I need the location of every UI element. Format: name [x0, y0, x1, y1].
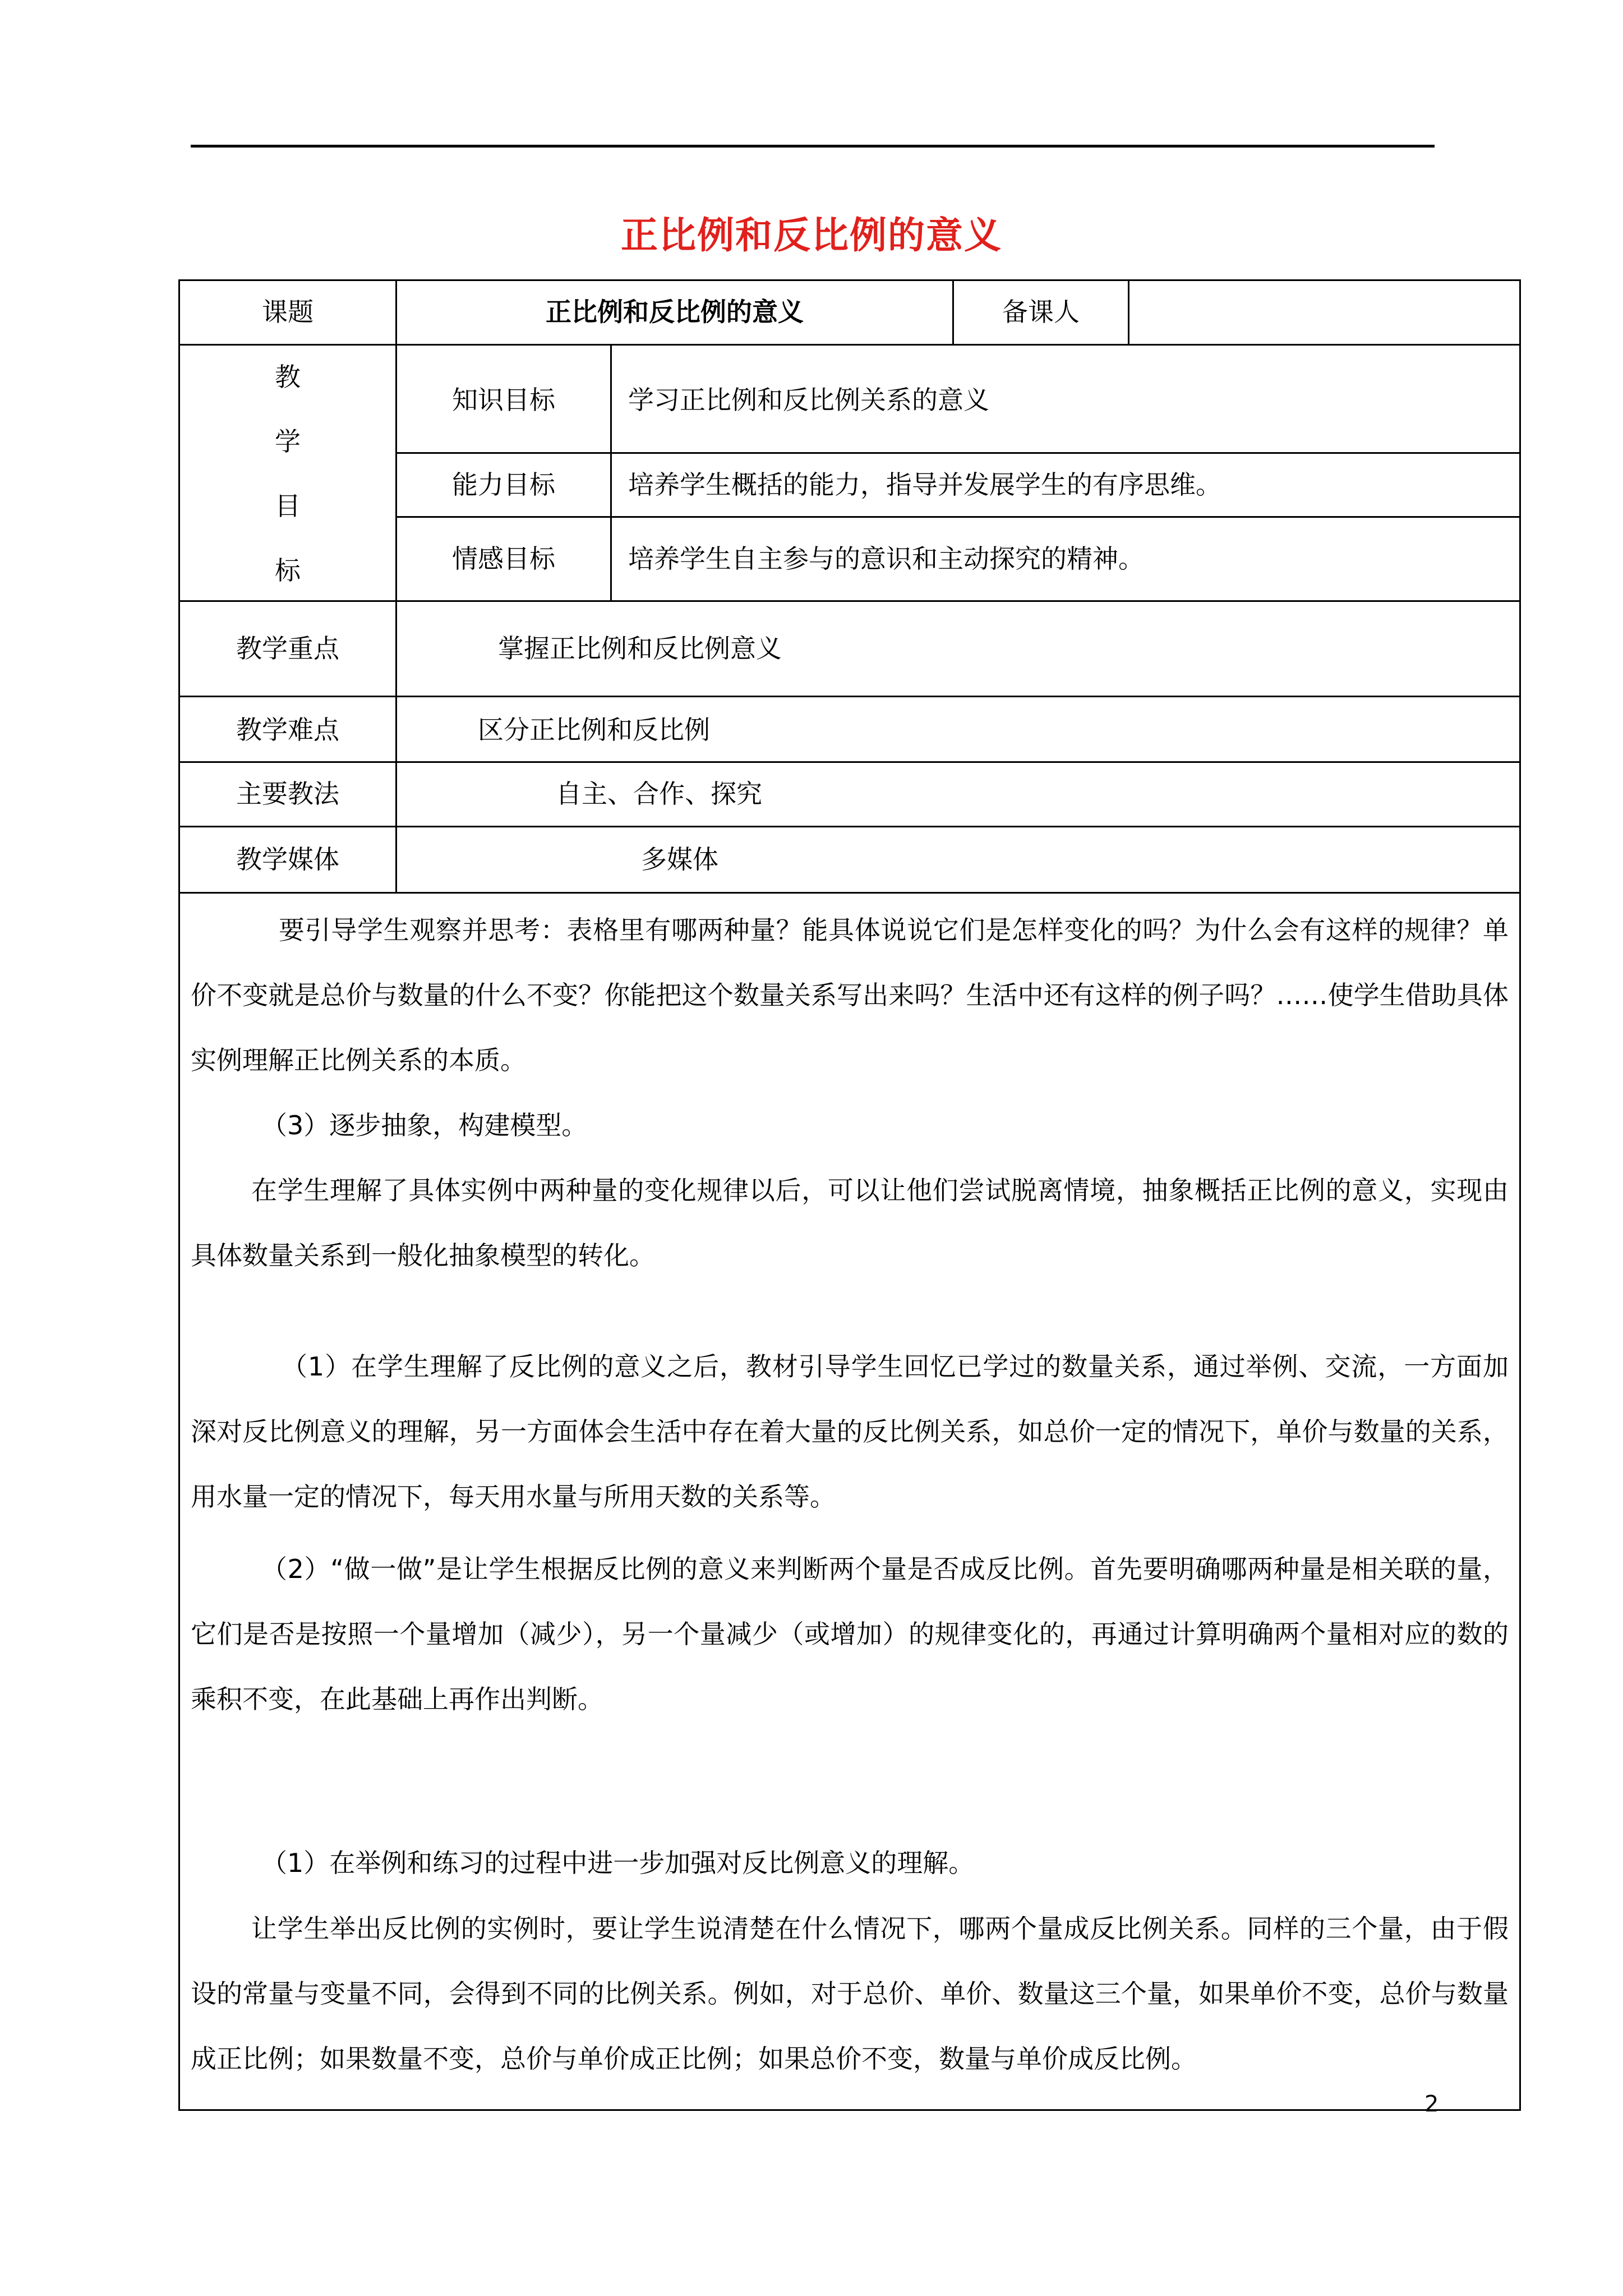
- key-point-label: 教学重点: [236, 633, 339, 664]
- body-paragraph: 要引导学生观察并思考：表格里有哪两种量？能具体说说它们是怎样变化的吗？为什么会有这样的规律？单价不变就是总价与数量的什么不变？你能把这个数量关系写出来吗？生活中还有这样的例子吗？……使学生借助具体实例理解正比例关系的本质。: [191, 915, 1509, 1075]
- body-paragraph: 在学生理解了具体实例中两种量的变化规律以后，可以让他们尝试脱离情境，抽象概括正比例的意义，实现由具体数量关系到一般化抽象模型的转化。: [191, 1175, 1509, 1271]
- goals-char: 学: [275, 426, 301, 457]
- difficulty-value: 区分正比例和反比例: [478, 715, 710, 745]
- document-title: 正比例和反比例的意义: [621, 214, 1002, 257]
- body-paragraph: （3）逐步抽象，构建模型。: [261, 1110, 588, 1140]
- goals-char: 标: [275, 555, 301, 586]
- media-value: 多媒体: [641, 844, 718, 875]
- method-value: 自主、合作、探究: [556, 779, 762, 809]
- method-label: 主要教法: [236, 779, 339, 809]
- goal-emotion-value: 培养学生自主参与的意识和主动探究的精神。: [628, 544, 1144, 574]
- body-paragraph: （1）在学生理解了反比例的意义之后，教材引导学生回忆已学过的数量关系，通过举例、交流，一方面加深对反比例意义的理解，另一方面体会生活中存在着大量的反比例关系，如总价一定的情况下，单价与数量的关系，用水量一定的情况下，每天用水量与所用天数的关系等。: [191, 1351, 1509, 1512]
- goal-emotion-label: 情感目标: [452, 544, 555, 574]
- key-point-value: 掌握正比例和反比例意义: [498, 633, 782, 664]
- page-number: 2: [1424, 2091, 1439, 2117]
- goal-knowledge-value: 学习正比例和反比例关系的意义: [628, 385, 989, 415]
- goal-ability-value: 培养学生概括的能力，指导并发展学生的有序思维。: [628, 470, 1221, 500]
- preparer-label: 备课人: [1002, 297, 1080, 327]
- header-rule: [191, 145, 1435, 148]
- goal-knowledge-label: 知识目标: [452, 385, 555, 415]
- goal-ability-label: 能力目标: [452, 470, 555, 500]
- goals-char: 教: [275, 362, 301, 392]
- topic-value: 正比例和反比例的意义: [546, 297, 804, 327]
- media-label: 教学媒体: [236, 844, 339, 875]
- body-paragraph: （2）“做一做”是让学生根据反比例的意义来判断两个量是否成反比例。首先要明确哪两种量是相关联的量，它们是否是按照一个量增加（减少），另一个量减少（或增加）的规律变化的，再通过计算明确两个量相对应的数的乘积不变，在此基础上再作出判断。: [191, 1554, 1509, 1714]
- difficulty-label: 教学难点: [236, 715, 339, 745]
- body-paragraph: 让学生举出反比例的实例时，要让学生说清楚在什么情况下，哪两个量成反比例关系。同样的三个量，由于假设的常量与变量不同，会得到不同的比例关系。例如，对于总价、单价、数量这三个量，如果单价不变，总价与数量成正比例；如果数量不变，总价与单价成正比例；如果总价不变，数量与单价成反比例。: [191, 1913, 1509, 2074]
- topic-label: 课题: [262, 297, 313, 327]
- body-paragraph: （1）在举例和练习的过程中进一步加强对反比例意义的理解。: [261, 1848, 975, 1878]
- goals-char: 目: [275, 491, 301, 521]
